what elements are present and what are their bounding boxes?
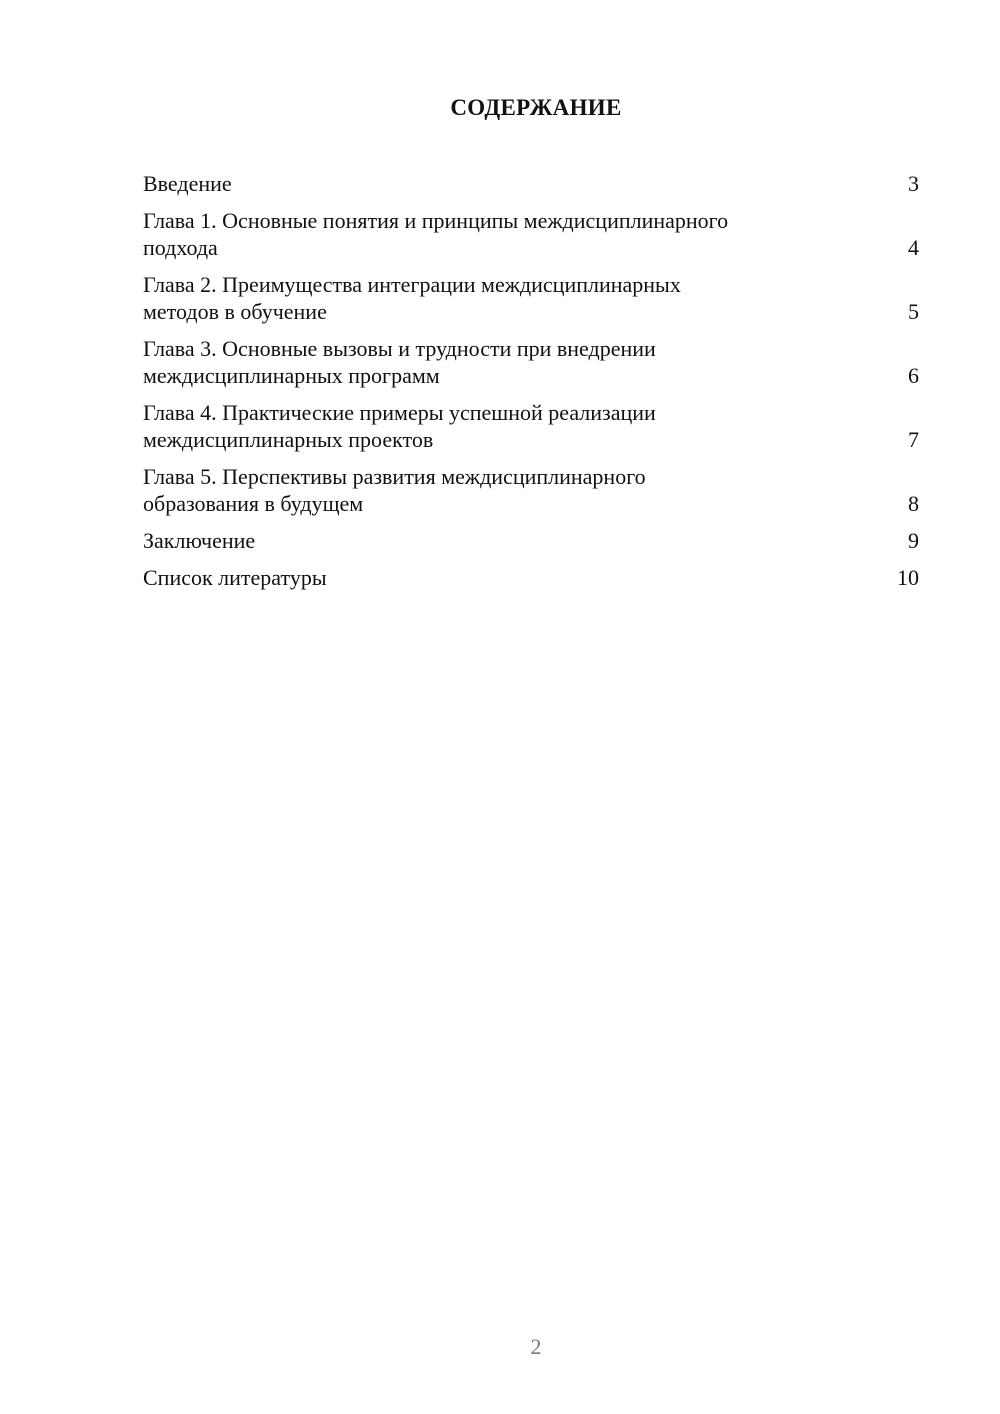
toc-entry-chapter-4: [143, 399, 919, 453]
toc-entry-title: [143, 463, 646, 517]
toc-entry-title-line: междисциплинарных проектов: [143, 427, 434, 452]
toc-entry-title-line: междисциплинарных программ: [143, 363, 440, 388]
toc-entry-title-line: Введение: [143, 171, 232, 196]
page-title: СОДЕРЖАНИЕ: [450, 95, 622, 120]
toc-entry-page: 5: [908, 299, 919, 324]
toc-entry-title: [143, 271, 681, 325]
toc-entry-title-line: Глава 5. Перспективы развития междисциплинарного: [143, 464, 646, 489]
toc-entry-title: [143, 399, 656, 453]
toc-entry-page: 10: [897, 565, 919, 590]
toc-entry-chapter-5: [143, 463, 919, 517]
toc-entry-title: [143, 335, 656, 389]
toc-entry-page: 9: [908, 528, 919, 553]
toc-entry-title: [143, 207, 728, 261]
toc-entry-references: [143, 564, 919, 591]
toc-entry-title-line: Заключение: [143, 528, 256, 553]
toc-entry-title: [143, 564, 327, 591]
toc-entry-conclusion: [143, 527, 919, 554]
toc-entry-page: 4: [908, 235, 919, 260]
toc-entry-title-line: Глава 1. Основные понятия и принципы междисциплинарного: [143, 208, 729, 233]
toc-entry-chapter-3: [143, 335, 919, 389]
toc-entry-title-line: Список литературы: [143, 565, 327, 590]
toc-entry-page: 3: [908, 171, 919, 196]
toc-entry-title-line: Глава 3. Основные вызовы и трудности при внедрении: [143, 336, 656, 361]
toc-entry-title-line: Глава 4. Практические примеры успешной реализации: [143, 400, 656, 425]
toc-entry-title-line: методов в обучение: [143, 299, 327, 324]
toc-entry-title: [143, 527, 255, 554]
table-of-contents: [143, 170, 919, 591]
toc-entry-title-line: подхода: [143, 235, 218, 260]
toc-entry-title: [143, 170, 232, 197]
page-number: 2: [530, 1334, 542, 1359]
toc-entry-chapter-1: [143, 207, 919, 261]
toc-entry-chapter-2: [143, 271, 919, 325]
toc-entry-title-line: образования в будущем: [143, 491, 364, 516]
toc-entry-page: 6: [908, 363, 919, 388]
toc-entry-page: 7: [908, 427, 919, 452]
toc-entry-introduction: [143, 170, 919, 197]
toc-entry-page: 8: [908, 491, 919, 516]
toc-entry-title-line: Глава 2. Преимущества интеграции междисциплинарных: [143, 272, 681, 297]
